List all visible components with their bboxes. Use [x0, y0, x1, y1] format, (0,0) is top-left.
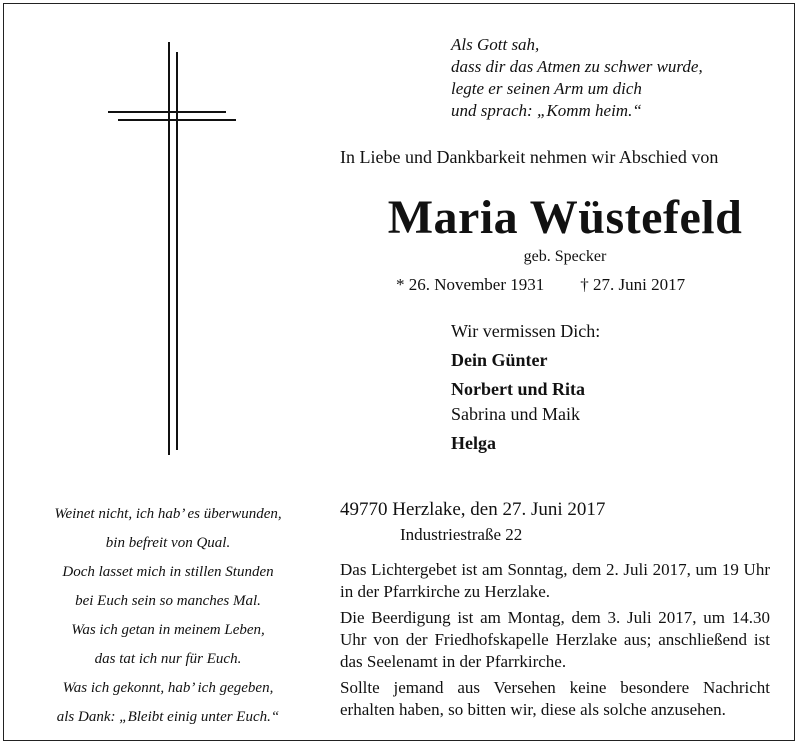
notice-paragraph: Das Lichtergebet ist am Sonntag, dem 2. Juli 2017, um 19 Uhr in der Pfarrkirche zu Herzlake.: [340, 560, 770, 601]
place-and-date: 49770 Herzlake, den 27. Juni 2017: [340, 499, 606, 520]
top-poem: [451, 34, 703, 122]
mourners-list: [451, 319, 600, 456]
poem-line: als Dank: „Bleibt einig unter Euch.“: [56, 709, 280, 725]
mourner-name: Dein Günter: [451, 350, 548, 370]
poem-line: Was ich gekonnt, hab’ ich gegeben,: [62, 680, 274, 696]
street-address: Industriestraße 22: [400, 525, 523, 544]
intro-text: In Liebe und Dankbarkeit nehmen wir Abschied von: [340, 147, 719, 167]
mourner-name: Sabrina und Maik: [451, 404, 580, 424]
poem-line: dass dir das Atmen zu schwer wurde,: [451, 57, 703, 76]
cross-vertical-bar: [168, 42, 170, 455]
birth-date: * 26. November 1931: [396, 275, 545, 294]
poem-line: Als Gott sah,: [451, 35, 540, 54]
funeral-notices: [340, 559, 770, 725]
mourners-heading: Wir vermissen Dich:: [451, 321, 601, 341]
mourner-name: Norbert und Rita: [451, 379, 585, 399]
poem-line: bin befreit von Qual.: [105, 535, 231, 551]
notice-paragraph: Die Beerdigung ist am Montag, dem 3. Juli 2017, um 14.30 Uhr von der Friedhofskapelle Herzlake aus; anschließend ist das Seelenamt in der Pfarrkirche.: [340, 608, 770, 671]
poem-line: bei Euch sein so manches Mal.: [75, 593, 261, 609]
poem-line: und sprach: „Komm heim.“: [451, 101, 642, 120]
poem-line: legte er seinen Arm um dich: [451, 79, 642, 98]
poem-line: Doch lasset mich in stillen Stunden: [62, 564, 274, 580]
notice-paragraph: Sollte jemand aus Versehen keine besondere Nachricht erhalten haben, so bitten wir, diese als solche anzusehen.: [340, 678, 770, 719]
poem-line: das tat ich nur für Euch.: [94, 651, 242, 667]
cross-horizontal-bar: [108, 111, 226, 113]
bottom-left-poem: [18, 500, 318, 732]
cross-horizontal-bar: [118, 119, 236, 121]
mourner-name: Helga: [451, 433, 496, 453]
poem-line: Weinet nicht, ich hab’ es überwunden,: [54, 506, 282, 522]
deceased-name: Maria Wüstefeld: [387, 191, 743, 244]
birth-name: geb. Specker: [523, 248, 607, 265]
death-date: † 27. Juni 2017: [580, 275, 686, 294]
poem-line: Was ich getan in meinem Leben,: [71, 622, 265, 638]
life-dates: [396, 275, 685, 295]
